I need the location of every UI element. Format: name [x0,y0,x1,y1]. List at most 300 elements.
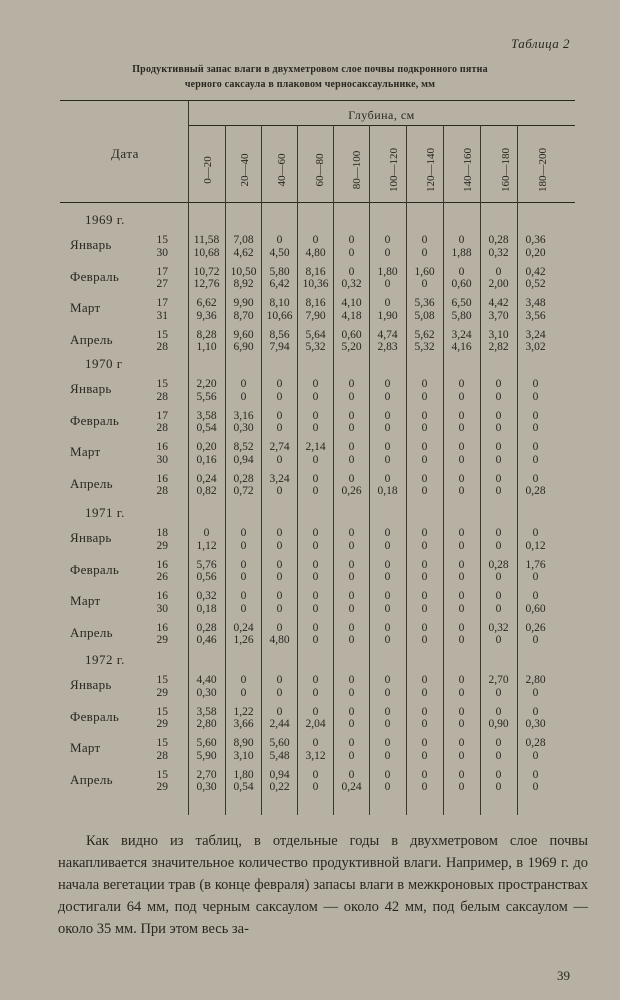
moisture-cell: 0 [458,558,465,571]
moisture-cell: 0 [276,527,283,539]
moisture-cell: 4,80 [269,634,290,646]
moisture-cell: 0 [495,705,502,718]
moisture-cell: 0 [532,422,539,434]
moisture-cell: 0 [532,768,539,781]
depth-column-label [227,150,263,190]
depth-label-text: 140—160 [462,148,475,192]
moisture-cell: 5,08 [414,309,435,322]
moisture-cell: 0 [532,472,539,485]
moisture-cell: 5,90 [196,749,217,762]
moisture-cell: 0 [348,737,355,749]
table-number: Таблица 2 [510,36,570,51]
moisture-cell: 6,50 [451,297,472,309]
moisture-cell: 0 [458,590,465,602]
moisture-cell: 0 [312,472,319,485]
moisture-cell: 2,70 [488,674,509,686]
moisture-cell: 4,40 [196,674,217,686]
day-value: 16 [156,558,168,571]
moisture-cell: 0 [421,409,428,422]
moisture-cell: 3,24 [451,328,472,341]
moisture-cell: 0,20 [196,441,217,453]
moisture-cell: 0 [240,602,247,615]
moisture-cell: 5,32 [305,341,326,353]
moisture-cell: 0 [458,234,465,246]
moisture-cell: 5,80 [451,309,472,322]
moisture-cell: 0 [458,781,465,793]
moisture-cell: 0 [312,485,319,497]
moisture-cell: 0 [495,409,502,422]
moisture-cell: 0 [240,378,247,390]
moisture-cell: 3,16 [233,409,254,422]
moisture-cell: 0 [458,539,465,552]
moisture-cell: 0,54 [196,422,217,434]
moisture-cell: 0 [532,390,539,403]
month-label: Март [70,300,101,315]
moisture-cell: 7,08 [233,234,254,246]
moisture-cell: 5,32 [414,341,435,353]
moisture-cell: 0 [276,674,283,686]
moisture-cell: 0,28 [488,558,509,571]
moisture-cell: 0 [421,602,428,615]
moisture-cell: 8,90 [233,737,254,749]
moisture-cell: 0 [458,718,465,730]
moisture-cell: 0 [421,737,428,749]
day-value: 16 [156,621,168,634]
moisture-cell: 0 [384,634,391,646]
moisture-cell: 0 [421,705,428,718]
moisture-cell: 0,94 [269,768,290,781]
moisture-cell: 0 [348,602,355,615]
moisture-cell: 0 [421,590,428,602]
moisture-cell: 0 [348,390,355,403]
moisture-cell: 0,32 [488,621,509,634]
moisture-cell: 0 [348,571,355,583]
day-value: 17 [156,297,168,309]
table-top-rule [60,100,575,101]
depth-column-header: Глубина, см [348,108,415,122]
moisture-cell: 0 [348,621,355,634]
moisture-cell: 5,56 [196,390,217,403]
depth-label-text: 120—140 [425,148,438,192]
moisture-cell: 0 [312,409,319,422]
moisture-cell: 4,50 [269,246,290,259]
moisture-cell: 12,76 [193,278,220,290]
day-value: 26 [156,571,168,583]
moisture-cell: 0 [348,246,355,259]
moisture-cell: 0 [495,571,502,583]
moisture-cell: 1,90 [377,309,398,322]
moisture-cell: 0 [312,527,319,539]
moisture-cell: 0 [384,441,391,453]
moisture-cell: 0,26 [525,621,546,634]
year-heading: 1969 г. [85,212,125,227]
day-value: 31 [156,309,168,322]
month-label: Март [70,740,101,755]
moisture-cell: 0,30 [196,781,217,793]
month-label: Январь [70,677,112,692]
moisture-cell: 0 [495,590,502,602]
moisture-cell: 2,14 [305,441,326,453]
date-column-header: Дата [111,146,139,161]
moisture-cell: 0 [348,749,355,762]
moisture-cell: 0 [276,234,283,246]
moisture-cell: 8,56 [269,328,290,341]
moisture-cell: 0 [495,485,502,497]
moisture-cell: 0,22 [269,781,290,793]
month-label: Январь [70,530,112,545]
moisture-cell: 0 [240,686,247,699]
day-value: 15 [156,234,168,246]
moisture-cell: 0 [495,265,502,278]
moisture-cell: 0 [421,472,428,485]
moisture-cell: 0 [421,781,428,793]
moisture-cell: 0 [458,453,465,466]
moisture-cell: 3,10 [488,328,509,341]
day-value: 27 [156,278,168,290]
moisture-cell: 0 [384,422,391,434]
moisture-cell: 6,90 [233,341,254,353]
moisture-cell: 0 [312,571,319,583]
moisture-cell: 0 [312,602,319,615]
moisture-cell: 0 [421,634,428,646]
moisture-cell: 0,28 [233,472,254,485]
moisture-cell: 0 [384,781,391,793]
day-value: 18 [156,527,168,539]
moisture-cell: 0 [348,422,355,434]
moisture-cell: 3,02 [525,341,546,353]
month-label: Март [70,444,101,459]
depth-label-text: 180—200 [536,148,549,192]
moisture-cell: 10,66 [266,309,293,322]
moisture-cell: 2,80 [525,674,546,686]
moisture-cell: 0 [458,686,465,699]
moisture-cell: 0 [312,590,319,602]
moisture-cell: 2,83 [377,341,398,353]
moisture-cell: 0 [312,737,319,749]
day-value: 30 [156,602,168,615]
moisture-cell: 0 [421,686,428,699]
moisture-cell: 9,60 [233,328,254,341]
moisture-cell: 0 [240,527,247,539]
moisture-cell: 0 [421,485,428,497]
year-heading: 1972 г. [85,652,125,667]
moisture-cell: 0,30 [196,686,217,699]
depth-label-text: 0—20 [202,156,214,184]
moisture-cell: 9,36 [196,309,217,322]
depth-label-text: 40—60 [276,153,289,187]
year-heading: 1971 г. [85,505,125,520]
moisture-cell: 0 [421,390,428,403]
depth-label-text: 60—80 [313,153,326,187]
moisture-cell: 0,28 [525,485,546,497]
moisture-cell: 0 [495,390,502,403]
moisture-cell: 4,10 [341,297,362,309]
moisture-cell: 0 [348,234,355,246]
moisture-cell: 0 [384,539,391,552]
day-value: 16 [156,472,168,485]
moisture-cell: 0 [495,441,502,453]
moisture-cell: 0 [458,768,465,781]
depth-label-text: 20—40 [239,153,252,187]
moisture-cell: 0 [348,705,355,718]
moisture-cell: 1,12 [196,539,217,552]
moisture-cell: 10,72 [193,265,220,278]
moisture-cell: 0 [458,737,465,749]
moisture-cell: 0 [276,409,283,422]
month-label: Февраль [70,268,120,284]
day-value: 15 [156,737,168,749]
moisture-cell: 0 [458,527,465,539]
moisture-cell: 3,24 [269,472,290,485]
moisture-cell: 0 [240,539,247,552]
moisture-cell: 5,76 [196,558,217,571]
day-value: 17 [156,265,168,278]
moisture-cell: 0,18 [196,602,217,615]
moisture-cell: 0,46 [196,634,217,646]
month-label: Январь [70,237,112,252]
month-label: Апрель [70,475,113,491]
moisture-cell: 2,04 [305,718,326,730]
moisture-cell: 4,62 [233,246,254,259]
day-value: 15 [156,674,168,686]
moisture-cell: 0 [384,571,391,583]
day-value: 28 [156,341,168,353]
day-value: 16 [156,441,168,453]
body-paragraph [58,830,588,940]
moisture-cell: 0 [276,378,283,390]
moisture-cell: 0 [312,539,319,552]
moisture-cell: 7,90 [305,309,326,322]
moisture-cell: 0 [495,422,502,434]
moisture-cell: 0,26 [341,485,362,497]
moisture-cell: 0 [532,686,539,699]
moisture-cell: 8,16 [305,265,326,278]
moisture-cell: 3,48 [525,297,546,309]
moisture-cell: 0 [312,390,319,403]
moisture-cell: 4,74 [377,328,398,341]
day-value: 30 [156,453,168,466]
moisture-cell: 0 [495,472,502,485]
moisture-cell: 0 [495,453,502,466]
moisture-cell: 3,70 [488,309,509,322]
moisture-cell: 0 [312,634,319,646]
moisture-cell: 4,80 [305,246,326,259]
moisture-cell: 0 [458,472,465,485]
moisture-cell: 0 [458,749,465,762]
moisture-cell: 0 [421,768,428,781]
moisture-cell: 3,56 [525,309,546,322]
month-label: Апрель [70,331,113,347]
moisture-cell: 3,58 [196,409,217,422]
moisture-cell: 1,76 [525,558,546,571]
moisture-cell: 0 [384,409,391,422]
moisture-cell: 8,52 [233,441,254,453]
moisture-cell: 0 [384,246,391,259]
moisture-cell: 0 [276,571,283,583]
moisture-cell: 2,74 [269,441,290,453]
caption-line-2: черного саксаула в плаковом черносаксаульнике, мм [184,79,436,90]
moisture-cell: 0 [312,705,319,718]
moisture-cell: 8,28 [196,328,217,341]
day-value: 15 [156,705,168,718]
moisture-cell: 0 [532,634,539,646]
moisture-cell: 0 [495,602,502,615]
moisture-cell: 10,68 [193,246,220,259]
moisture-cell: 0 [384,558,391,571]
depth-column-label [264,150,300,190]
moisture-cell: 5,20 [341,341,362,353]
depth-label-text: 100—120 [388,148,400,192]
moisture-cell: 0 [495,781,502,793]
moisture-cell: 0,60 [341,328,362,341]
moisture-cell: 0 [312,686,319,699]
moisture-cell: 0 [312,378,319,390]
moisture-cell: 0 [384,378,391,390]
moisture-cell: 0 [276,539,283,552]
day-value: 15 [156,328,168,341]
moisture-cell: 0 [384,602,391,615]
moisture-cell: 0,18 [377,485,398,497]
moisture-cell: 5,48 [269,749,290,762]
moisture-cell: 1,26 [233,634,254,646]
moisture-cell: 3,66 [233,718,254,730]
moisture-cell: 0 [458,602,465,615]
moisture-cell: 5,60 [269,737,290,749]
moisture-cell: 0 [312,422,319,434]
moisture-cell: 0 [384,527,391,539]
moisture-cell: 0 [276,705,283,718]
moisture-cell: 0,60 [525,602,546,615]
moisture-cell: 1,88 [451,246,472,259]
day-value: 28 [156,422,168,434]
moisture-cell: 0,28 [196,621,217,634]
moisture-cell: 10,50 [230,265,257,278]
moisture-cell: 0 [348,472,355,485]
moisture-cell: 8,92 [233,278,254,290]
moisture-cell: 0 [384,621,391,634]
day-value: 15 [156,768,168,781]
moisture-cell: 0 [495,768,502,781]
moisture-cell: 0 [312,621,319,634]
moisture-cell: 0,20 [525,246,546,259]
moisture-cell: 0,28 [525,737,546,749]
moisture-cell: 0 [384,390,391,403]
moisture-cell: 0 [276,621,283,634]
moisture-cell: 0 [384,472,391,485]
moisture-cell: 0 [384,234,391,246]
moisture-cell: 0 [203,527,210,539]
moisture-cell: 0 [312,234,319,246]
moisture-cell: 1,80 [233,768,254,781]
moisture-cell: 9,90 [233,297,254,309]
moisture-cell: 5,36 [414,297,435,309]
moisture-cell: 0 [421,749,428,762]
moisture-cell: 0 [495,527,502,539]
day-value: 15 [156,378,168,390]
moisture-cell: 0 [348,265,355,278]
moisture-cell: 0 [276,422,283,434]
moisture-cell: 0 [421,571,428,583]
moisture-cell: 1,60 [414,265,435,278]
moisture-cell: 0 [348,453,355,466]
moisture-cell: 0 [276,390,283,403]
moisture-cell: 0,16 [196,453,217,466]
moisture-cell: 0 [384,749,391,762]
moisture-cell: 0 [276,686,283,699]
moisture-cell: 0,30 [233,422,254,434]
moisture-cell: 0,42 [525,265,546,278]
day-value: 30 [156,246,168,259]
moisture-cell: 0 [458,441,465,453]
moisture-cell: 0 [348,674,355,686]
moisture-cell: 0,94 [233,453,254,466]
moisture-cell: 0 [421,234,428,246]
moisture-cell: 0 [532,705,539,718]
day-value: 28 [156,749,168,762]
moisture-cell: 0,12 [525,539,546,552]
caption-line-1: Продуктивный запас влаги в двухметровом слое почвы подкронного пятна [132,64,488,75]
day-value: 29 [156,539,168,552]
moisture-cell: 0 [421,453,428,466]
moisture-cell: 0 [312,768,319,781]
moisture-cell: 0 [384,768,391,781]
moisture-cell: 0,30 [525,718,546,730]
moisture-cell: 0,72 [233,485,254,497]
moisture-cell: 0 [532,781,539,793]
moisture-cell: 0,56 [196,571,217,583]
month-label: Март [70,593,101,608]
moisture-cell: 0 [532,590,539,602]
month-label: Февраль [70,412,120,428]
moisture-cell: 0 [532,441,539,453]
day-value: 16 [156,590,168,602]
moisture-cell: 0 [348,634,355,646]
day-value: 28 [156,485,168,497]
moisture-cell: 0,24 [196,472,217,485]
moisture-cell: 0 [240,674,247,686]
moisture-cell: 0 [421,246,428,259]
moisture-cell: 0,52 [525,278,546,290]
day-value: 28 [156,390,168,403]
moisture-cell: 0,36 [525,234,546,246]
moisture-cell: 0 [532,571,539,583]
year-heading: 1970 г [85,356,123,371]
moisture-cell: 0 [458,378,465,390]
table-caption [40,62,580,92]
moisture-cell: 0,24 [233,621,254,634]
moisture-cell: 0 [384,718,391,730]
moisture-cell: 0 [384,737,391,749]
moisture-cell: 5,62 [414,328,435,341]
moisture-cell: 0 [276,558,283,571]
moisture-cell: 0 [421,378,428,390]
moisture-cell: 0 [312,674,319,686]
moisture-cell: 2,20 [196,378,217,390]
moisture-cell: 0 [458,705,465,718]
moisture-cell: 0 [421,558,428,571]
moisture-cell: 2,70 [196,768,217,781]
moisture-cell: 0 [495,686,502,699]
moisture-cell: 5,60 [196,737,217,749]
moisture-cell: 8,70 [233,309,254,322]
moisture-cell: 0 [240,558,247,571]
moisture-cell: 0,90 [488,718,509,730]
moisture-cell: 0,82 [196,485,217,497]
moisture-cell: 0 [384,453,391,466]
month-label: Январь [70,381,112,396]
moisture-cell: 5,80 [269,265,290,278]
moisture-cell: 0 [458,390,465,403]
